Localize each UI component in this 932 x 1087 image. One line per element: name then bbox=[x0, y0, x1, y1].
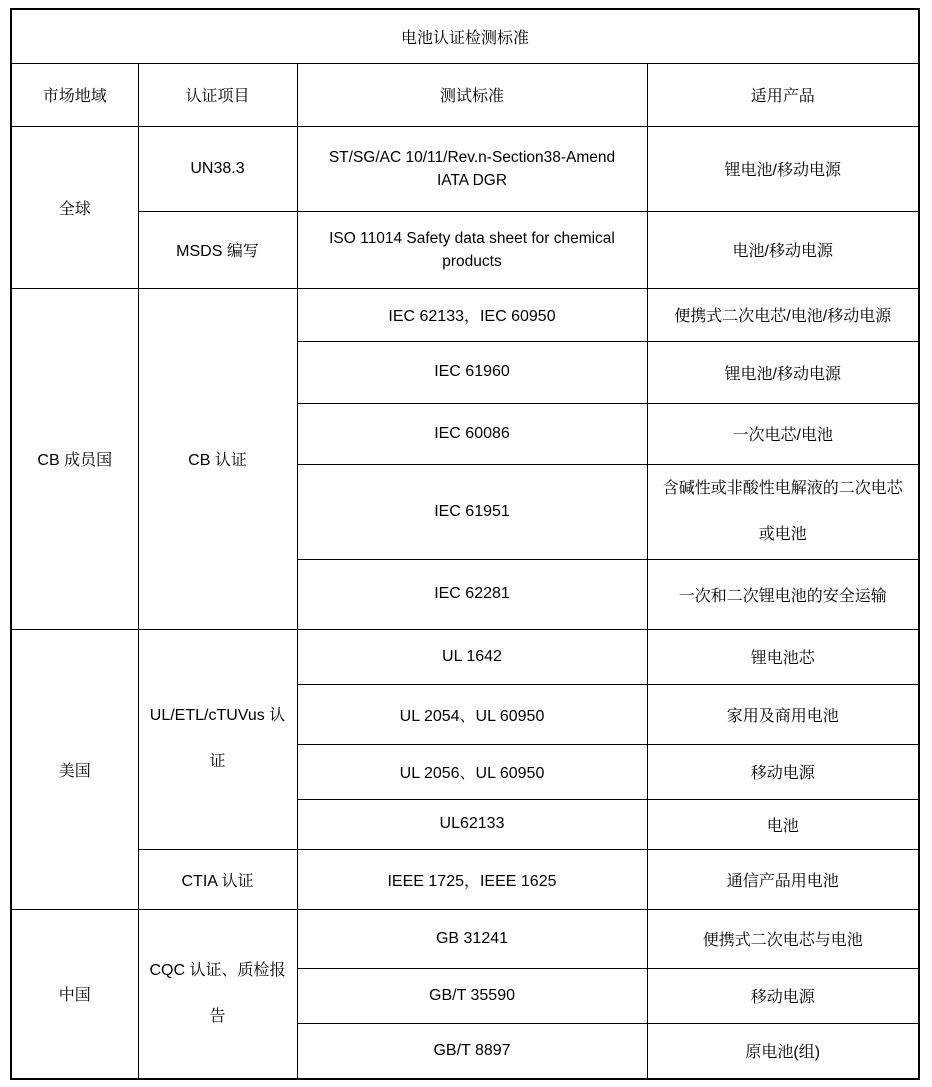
region-cell-china: 中国 bbox=[11, 909, 138, 1079]
standard-line: products bbox=[442, 252, 502, 270]
region-cell-global: 全球 bbox=[11, 126, 138, 288]
standard-line: ISO 11014 Safety data sheet for chemical bbox=[329, 229, 615, 247]
header-market-region: 市场地域 bbox=[11, 63, 138, 126]
table-title: 电池认证检测标准 bbox=[11, 9, 919, 63]
region-cell-cb-members: CB 成员国 bbox=[11, 288, 138, 629]
header-row bbox=[11, 63, 919, 126]
standard-cell-msds bbox=[297, 211, 647, 288]
product-cell: 含碱性或非酸性电解液的二次电芯或电池 bbox=[647, 464, 919, 559]
row-msds bbox=[11, 211, 919, 288]
product-cell: 移动电源 bbox=[647, 744, 919, 799]
row-ul1642 bbox=[11, 629, 919, 684]
standard-cell: GB 31241 bbox=[297, 909, 647, 968]
standard-cell: GB/T 8897 bbox=[297, 1023, 647, 1079]
battery-certification-table bbox=[10, 8, 920, 1080]
header-test-standard: 测试标准 bbox=[297, 63, 647, 126]
standard-line: IATA DGR bbox=[436, 171, 508, 189]
standard-cell: IEC 62133，IEC 60950 bbox=[297, 288, 647, 341]
product-cell: 便携式二次电芯与电池 bbox=[647, 909, 919, 968]
cert-cell-cqc: CQC 认证、质检报告 bbox=[138, 909, 297, 1079]
row-gb31241 bbox=[11, 909, 919, 968]
standard-cell: UL 2056、UL 60950 bbox=[297, 744, 647, 799]
product-cell: 锂电池/移动电源 bbox=[647, 126, 919, 211]
standard-cell: IEC 61951 bbox=[297, 464, 647, 559]
product-cell: 便携式二次电芯/电池/移动电源 bbox=[647, 288, 919, 341]
row-ctia bbox=[11, 849, 919, 909]
product-cell: 家用及商用电池 bbox=[647, 684, 919, 744]
standard-cell: UL 2054、UL 60950 bbox=[297, 684, 647, 744]
product-cell: 移动电源 bbox=[647, 968, 919, 1023]
product-cell: 锂电池芯 bbox=[647, 629, 919, 684]
header-certification-item: 认证项目 bbox=[138, 63, 297, 126]
product-cell: 电池/移动电源 bbox=[647, 211, 919, 288]
standard-cell: UL 1642 bbox=[297, 629, 647, 684]
standard-cell: IEC 60086 bbox=[297, 403, 647, 464]
standard-cell: IEC 62281 bbox=[297, 559, 647, 629]
standard-cell: IEC 61960 bbox=[297, 341, 647, 403]
title-row bbox=[11, 9, 919, 63]
standard-cell: GB/T 35590 bbox=[297, 968, 647, 1023]
row-un383 bbox=[11, 126, 919, 211]
standard-cell: UL62133 bbox=[297, 799, 647, 849]
product-cell: 锂电池/移动电源 bbox=[647, 341, 919, 403]
product-cell: 原电池(组) bbox=[647, 1023, 919, 1079]
standard-line: ST/SG/AC 10/11/Rev.n-Section38-Amend bbox=[328, 148, 616, 166]
header-applicable-products: 适用产品 bbox=[647, 63, 919, 126]
product-cell: 通信产品用电池 bbox=[647, 849, 919, 909]
standard-cell-un383 bbox=[297, 126, 647, 211]
cert-cell-msds: MSDS 编写 bbox=[138, 211, 297, 288]
row-iec62133 bbox=[11, 288, 919, 341]
cert-cell-ctia: CTIA 认证 bbox=[138, 849, 297, 909]
cert-cell-cb: CB 认证 bbox=[138, 288, 297, 629]
product-cell: 电池 bbox=[647, 799, 919, 849]
product-cell: 一次电芯/电池 bbox=[647, 403, 919, 464]
cert-cell-un383: UN38.3 bbox=[138, 126, 297, 211]
standard-cell: IEEE 1725，IEEE 1625 bbox=[297, 849, 647, 909]
region-cell-usa: 美国 bbox=[11, 629, 138, 909]
product-cell: 一次和二次锂电池的安全运输 bbox=[647, 559, 919, 629]
cert-cell-ul-etl-ctuvus: UL/ETL/cTUVus 认证 bbox=[138, 629, 297, 849]
